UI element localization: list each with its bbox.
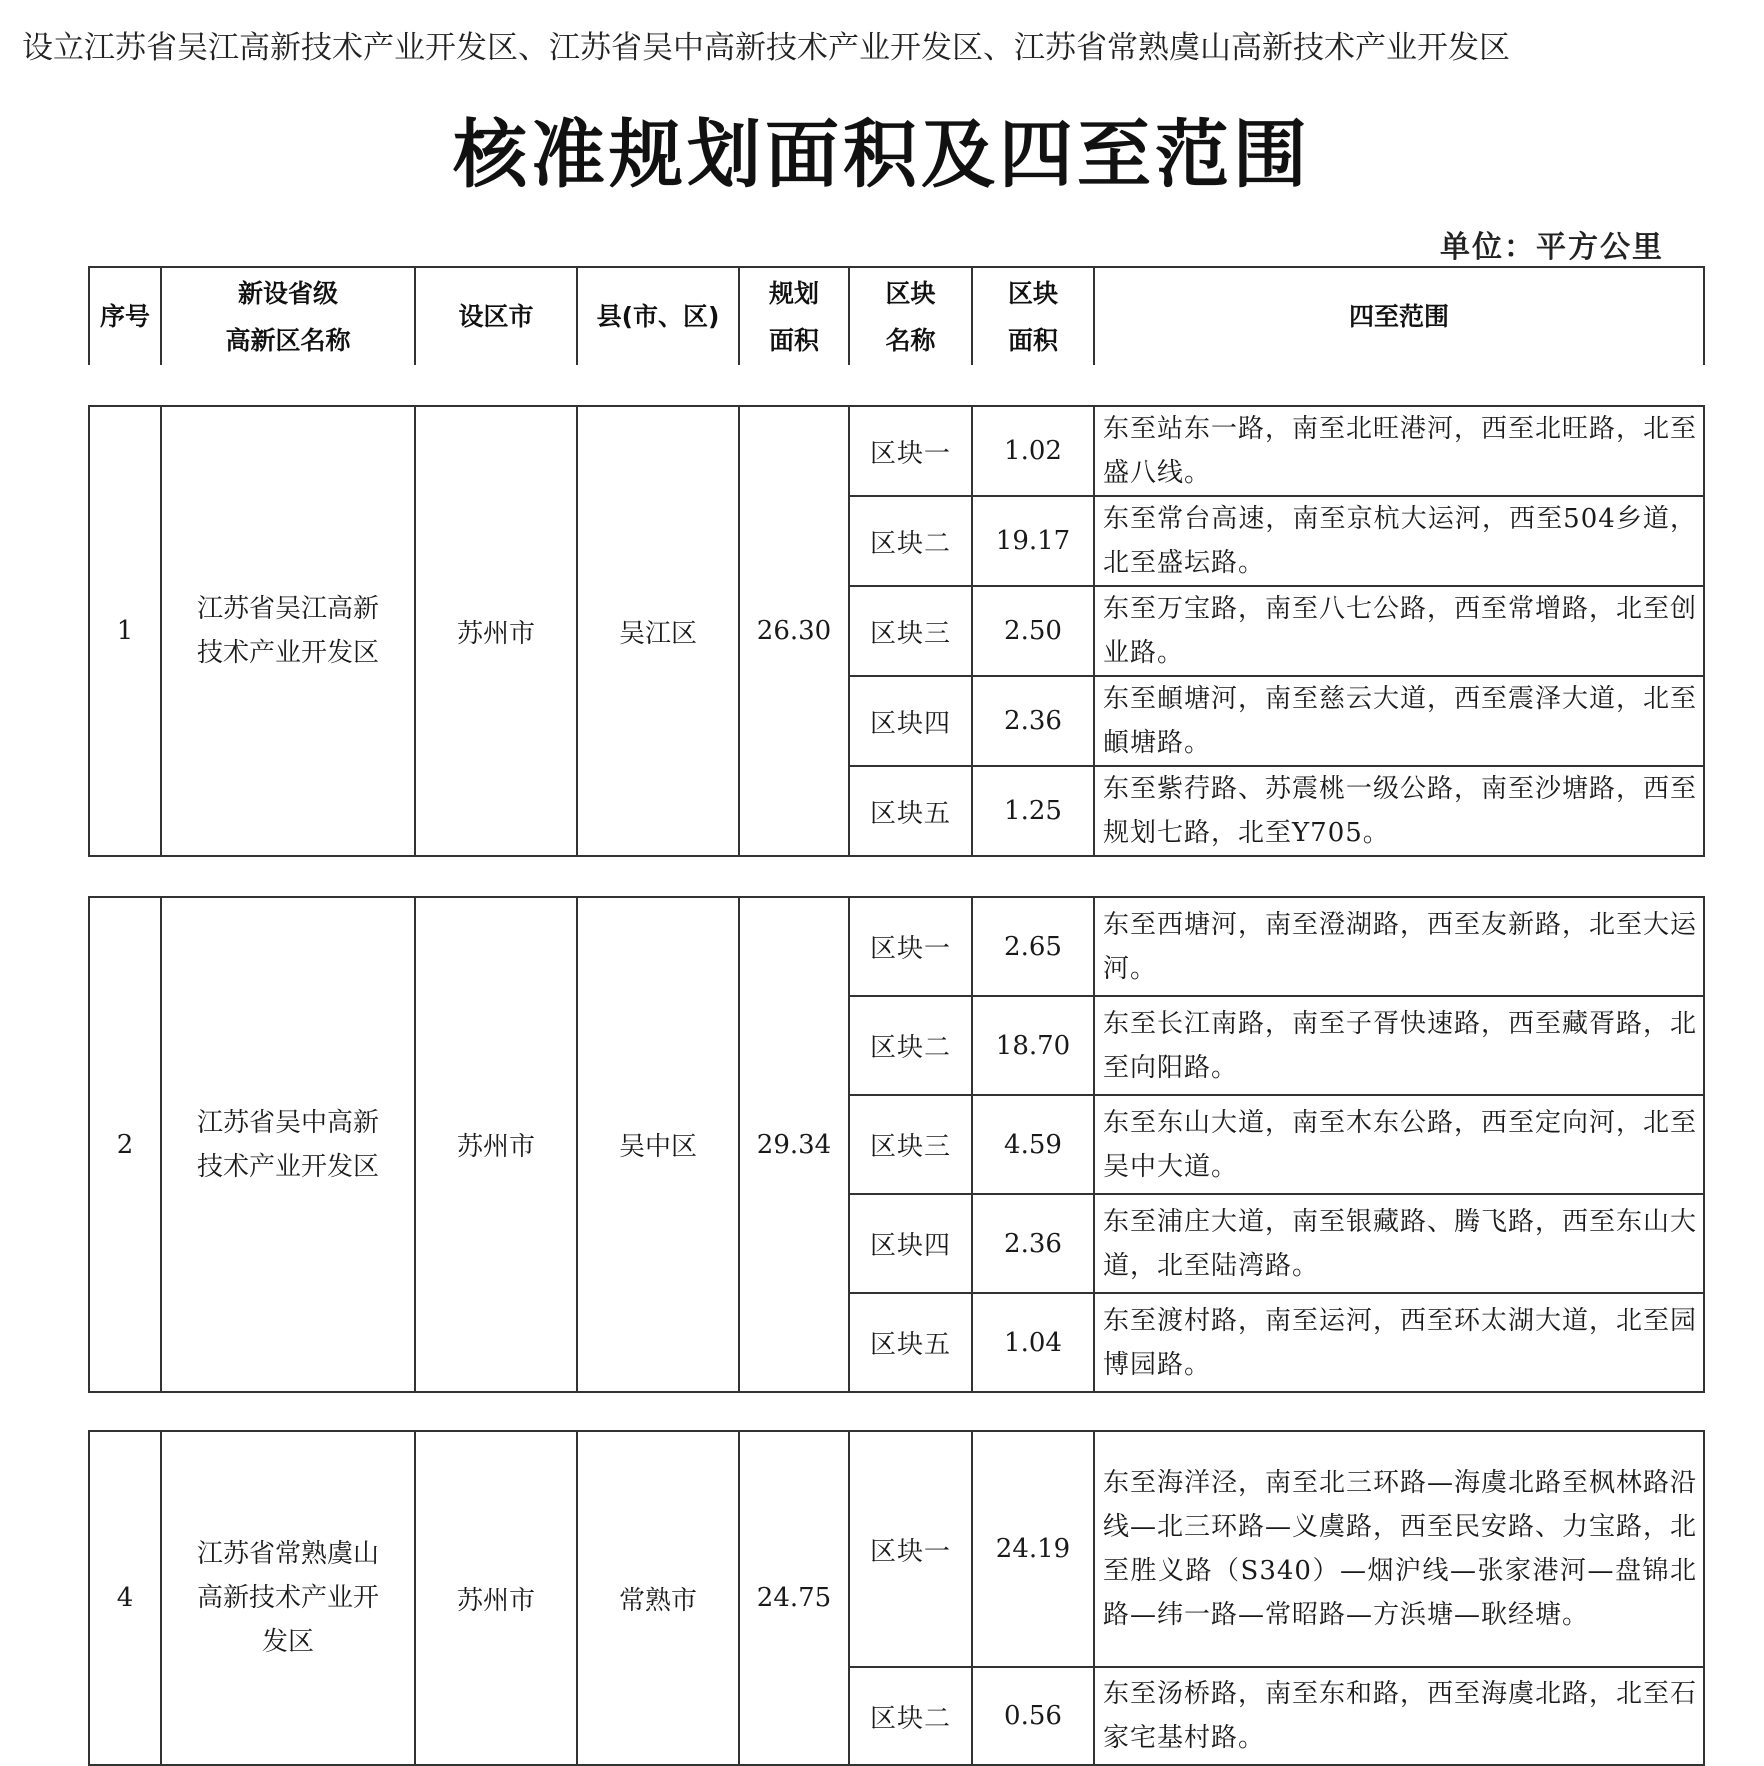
table-row: [89, 897, 1704, 996]
zone-table-1: [88, 405, 1705, 857]
zone-county: 吴中区: [577, 897, 739, 1392]
block-area: 2.36: [972, 1194, 1094, 1293]
block-scope: 东至站东一路，南至北旺港河，西至北旺路，北至盛八线。: [1094, 406, 1704, 496]
block-area: 1.25: [972, 766, 1094, 856]
block-scope: 东至浦庄大道，南至银藏路、腾飞路，西至东山大道，北至陆湾路。: [1094, 1194, 1704, 1293]
block-scope: 东至东山大道，南至木东公路，西至定向河，北至吴中大道。: [1094, 1095, 1704, 1194]
document-title: 核准规划面积及四至范围: [453, 112, 1311, 198]
zone-city: 苏州市: [415, 897, 577, 1392]
header-block-area: 区块 面积: [972, 267, 1094, 365]
zone-name: 江苏省吴中高新技术产业开发区: [161, 897, 415, 1392]
block-name: 区块一: [849, 897, 972, 996]
block-scope: 东至頔塘河，南至慈云大道，西至震泽大道，北至頔塘路。: [1094, 676, 1704, 766]
zone-table-2: [88, 896, 1705, 1393]
zone-area: 24.75: [739, 1431, 849, 1765]
zone-table-4: [88, 1430, 1705, 1766]
table-row: [89, 406, 1704, 496]
zone-city: 苏州市: [415, 406, 577, 856]
table-row: [89, 1431, 1704, 1667]
block-scope: 东至万宝路，南至八七公路，西至常增路，北至创业路。: [1094, 586, 1704, 676]
block-name: 区块二: [849, 496, 972, 586]
block-area: 0.56: [972, 1667, 1094, 1765]
block-area: 24.19: [972, 1431, 1094, 1667]
block-name: 区块三: [849, 1095, 972, 1194]
zone-index: 1: [89, 406, 161, 856]
block-name: 区块二: [849, 1667, 972, 1765]
zone-name: 江苏省常熟虞山高新技术产业开发区: [161, 1431, 415, 1765]
unit-label: 单位：平方公里: [1440, 230, 1664, 265]
zone-city: 苏州市: [415, 1431, 577, 1765]
block-scope: 东至西塘河，南至澄湖路，西至友新路，北至大运河。: [1094, 897, 1704, 996]
block-scope: 东至常台高速，南至京杭大运河，西至504乡道，北至盛坛路。: [1094, 496, 1704, 586]
zone-county: 常熟市: [577, 1431, 739, 1765]
zone-county: 吴江区: [577, 406, 739, 856]
block-name: 区块五: [849, 766, 972, 856]
block-name: 区块五: [849, 1293, 972, 1392]
header-block-name: 区块 名称: [849, 267, 972, 365]
block-area: 4.59: [972, 1095, 1094, 1194]
block-area: 1.02: [972, 406, 1094, 496]
block-area: 18.70: [972, 996, 1094, 1095]
block-area: 1.04: [972, 1293, 1094, 1392]
block-name: 区块二: [849, 996, 972, 1095]
header-county: 县(市、区): [577, 267, 739, 365]
zone-index: 4: [89, 1431, 161, 1765]
header-table: [88, 266, 1705, 365]
block-name: 区块三: [849, 586, 972, 676]
block-scope: 东至海洋泾，南至北三环路—海虞北路至枫林路沿线—北三环路—义虞路，西至民安路、力宝路，北至胜义路（S340）—烟沪线—张家港河—盘锦北路—纬一路—常昭路—方浜塘—耿经塘。: [1094, 1431, 1704, 1667]
block-scope: 东至渡村路，南至运河，西至环太湖大道，北至园博园路。: [1094, 1293, 1704, 1392]
block-name: 区块四: [849, 1194, 972, 1293]
block-scope: 东至汤桥路，南至东和路，西至海虞北路，北至石家宅基村路。: [1094, 1667, 1704, 1765]
header-city: 设区市: [415, 267, 577, 365]
block-area: 2.65: [972, 897, 1094, 996]
block-area: 2.36: [972, 676, 1094, 766]
block-scope: 东至紫荇路、苏震桃一级公路，南至沙塘路，西至规划七路，北至Y705。: [1094, 766, 1704, 856]
zone-area: 26.30: [739, 406, 849, 856]
headline: 设立江苏省吴江高新技术产业开发区、江苏省吴中高新技术产业开发区、江苏省常熟虞山高新技术产业开发区: [22, 30, 1510, 66]
header-scope: 四至范围: [1094, 267, 1704, 365]
block-area: 2.50: [972, 586, 1094, 676]
block-area: 19.17: [972, 496, 1094, 586]
header-area: 规划 面积: [739, 267, 849, 365]
block-name: 区块一: [849, 406, 972, 496]
zone-area: 29.34: [739, 897, 849, 1392]
header-zone-name: 新设省级 高新区名称: [161, 267, 415, 365]
block-name: 区块四: [849, 676, 972, 766]
block-name: 区块一: [849, 1431, 972, 1667]
zone-index: 2: [89, 897, 161, 1392]
header-index: 序号: [89, 267, 161, 365]
zone-name: 江苏省吴江高新技术产业开发区: [161, 406, 415, 856]
block-scope: 东至长江南路，南至子胥快速路，西至藏胥路，北至向阳路。: [1094, 996, 1704, 1095]
